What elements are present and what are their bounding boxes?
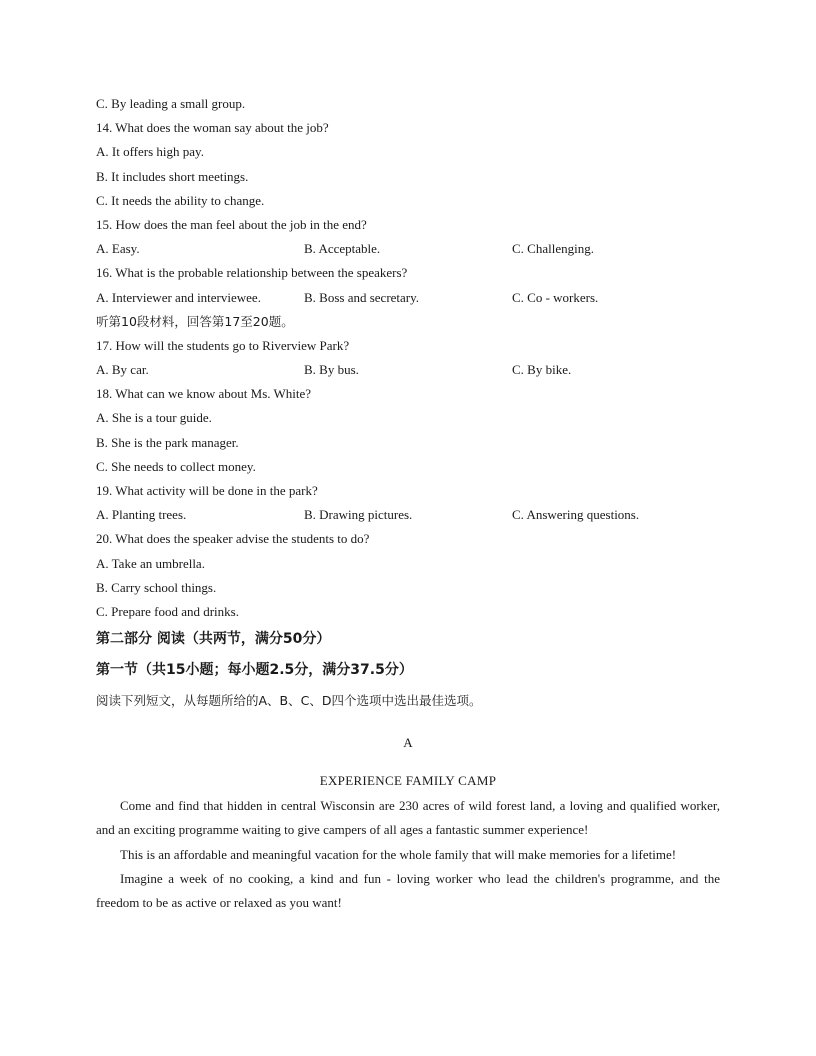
q18-option-a: A. She is a tour guide. — [96, 410, 212, 426]
q15-option-c: C. Challenging. — [512, 241, 594, 257]
q19-question: 19. What activity will be done in the park? — [96, 483, 318, 498]
q15-option-b: B. Acceptable. — [304, 241, 381, 257]
q20-option-a: A. Take an umbrella. — [96, 555, 205, 571]
passage-paragraph-1: Come and find that hidden in central Wisconsin are 230 acres of wild forest land, a loving and qualified worker, and an exciting programme waiting to give campers of all ages a fantastic summer experience! — [96, 798, 720, 838]
q19-option-b: B. Drawing pictures. — [304, 507, 413, 523]
passage-paragraph-3: Imagine a week of no cooking, a kind and fun - loving worker who lead the children's programme, and the freedom to be as active or relaxed as you want! — [96, 870, 720, 910]
q17-question: 17. How will the students go to Riverview Park? — [96, 337, 350, 353]
q19-option-c: C. Answering questions. — [512, 507, 640, 523]
q17-options — [96, 358, 720, 382]
q20-option-c: C. Prepare food and drinks. — [96, 603, 239, 619]
passage-paragraph-2: This is an affordable and meaningful vacation for the whole family that will make memories for a lifetime! — [120, 846, 677, 862]
q20-option-b: B. Carry school things. — [96, 579, 217, 595]
q16-option-a: A. Interviewer and interviewee. — [96, 289, 261, 305]
section-note: 听第10段材料，回答第17至20题。 — [96, 313, 294, 329]
exam-page — [96, 92, 720, 915]
section1-heading: 第一节（共15小题；每小题2.5分，满分37.5分） — [96, 662, 413, 679]
q16-question: 16. What is the probable relationship between the speakers? — [96, 265, 408, 281]
q13-option-c: C. By leading a small group. — [96, 96, 246, 111]
q18-option-c: C. She needs to collect money. — [96, 458, 256, 474]
q17-option-b: B. By bus. — [304, 362, 359, 378]
q15-option-a: A. Easy. — [96, 241, 140, 257]
q17-option-a: A. By car. — [96, 362, 149, 378]
q16-option-b: B. Boss and secretary. — [304, 289, 420, 305]
part2-heading: 第二部分 阅读（共两节，满分50分） — [96, 631, 331, 648]
q16-option-c: C. Co - workers. — [512, 289, 599, 305]
q18-option-b: B. She is the park manager. — [96, 434, 239, 450]
q14-option-c: C. It needs the ability to change. — [96, 192, 265, 208]
passage-letter: A — [403, 735, 413, 751]
q19-options — [96, 503, 720, 527]
q14-question: 14. What does the woman say about the job? — [96, 120, 329, 136]
passage-title: EXPERIENCE FAMILY CAMP — [319, 773, 497, 789]
q14-option-b: B. It includes short meetings. — [96, 168, 249, 184]
q15-options — [96, 237, 720, 261]
q20-question: 20. What does the speaker advise the students to do? — [96, 531, 370, 547]
q18-question: 18. What can we know about Ms. White? — [96, 386, 312, 402]
q17-option-c: C. By bike. — [512, 362, 572, 378]
q15-question: 15. How does the man feel about the job in the end? — [96, 216, 367, 232]
q19-option-a: A. Planting trees. — [96, 507, 187, 523]
q14-option-a: A. It offers high pay. — [96, 144, 204, 160]
reading-instruction: 阅读下列短文，从每题所给的A、B、C、D四个选项中选出最佳选项。 — [96, 693, 482, 709]
q16-options — [96, 286, 720, 310]
